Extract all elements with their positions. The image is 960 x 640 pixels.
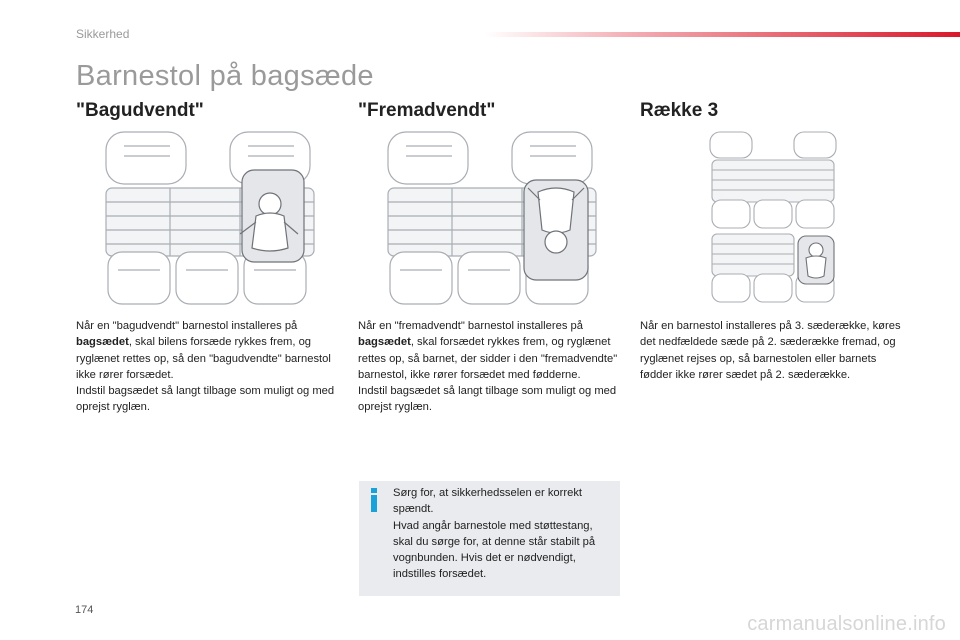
forward-instructions (358, 318, 622, 416)
rearward-bold-term: bagsædet (76, 336, 129, 349)
rearward-text-part: , skal bilens forsæde rykkes frem, og ryglænet rettes op, så den "bagudvendte" barnestol ikke rører forsædet. (76, 336, 331, 381)
row3-instructions (640, 318, 906, 383)
rearward-child-seat-illustration (100, 130, 322, 308)
row3-paragraph-1: Når en barnestol installeres på 3. sæderække, køres det nedfældede sæde på 2. sæderække fremad, og ryglænet rejses op, så barnestolen eller barnets fødder ikke rører sædet på 2. sæderække. (640, 320, 901, 381)
header-accent-bar (485, 32, 960, 37)
page-number: 174 (75, 604, 94, 616)
heading-rearward: "Bagudvendt" (76, 100, 204, 121)
forward-paragraph-1 (358, 318, 622, 383)
heading-row3: Række 3 (640, 100, 719, 121)
info-icon (369, 488, 379, 512)
forward-child-seat-illustration (382, 130, 604, 308)
forward-text-part: Når en "fremadvendt" barnestol installeres på (358, 320, 583, 332)
page-title: Barnestol på bagsæde (76, 60, 374, 92)
watermark: carmanualsonline.info (747, 613, 946, 635)
info-note-text (393, 485, 615, 583)
info-note (359, 481, 620, 596)
rearward-text-part: Når en "bagudvendt" barnestol installeres på (76, 320, 298, 332)
rearward-paragraph-1 (76, 318, 340, 383)
forward-text-part: , skal forsædet rykkes frem, og ryglænet rettes op, så barnet, der sidder i den "fremadvendte" barnestol, ikke rører forsædet med fødderne. (358, 336, 618, 381)
forward-bold-term: bagsædet (358, 336, 411, 349)
section-label: Sikkerhed (76, 27, 130, 41)
rearward-instructions (76, 318, 340, 416)
rearward-paragraph-2: Indstil bagsædet så langt tilbage som muligt og med oprejst ryglæn. (76, 385, 335, 414)
heading-forward: "Fremadvendt" (358, 100, 496, 121)
row3-child-seat-illustration (706, 130, 840, 306)
info-note-line-1: Sørg for, at sikkerhedsselen er korrekt spændt. (393, 487, 583, 516)
forward-paragraph-2: Indstil bagsædet så langt tilbage som muligt og med oprejst ryglæn. (358, 385, 617, 414)
info-note-line-2: Hvad angår barnestole med støttestang, skal du sørge for, at denne står stabilt på vognbunden. Hvis det er nødvendigt, indstilles forsædet. (393, 519, 596, 581)
